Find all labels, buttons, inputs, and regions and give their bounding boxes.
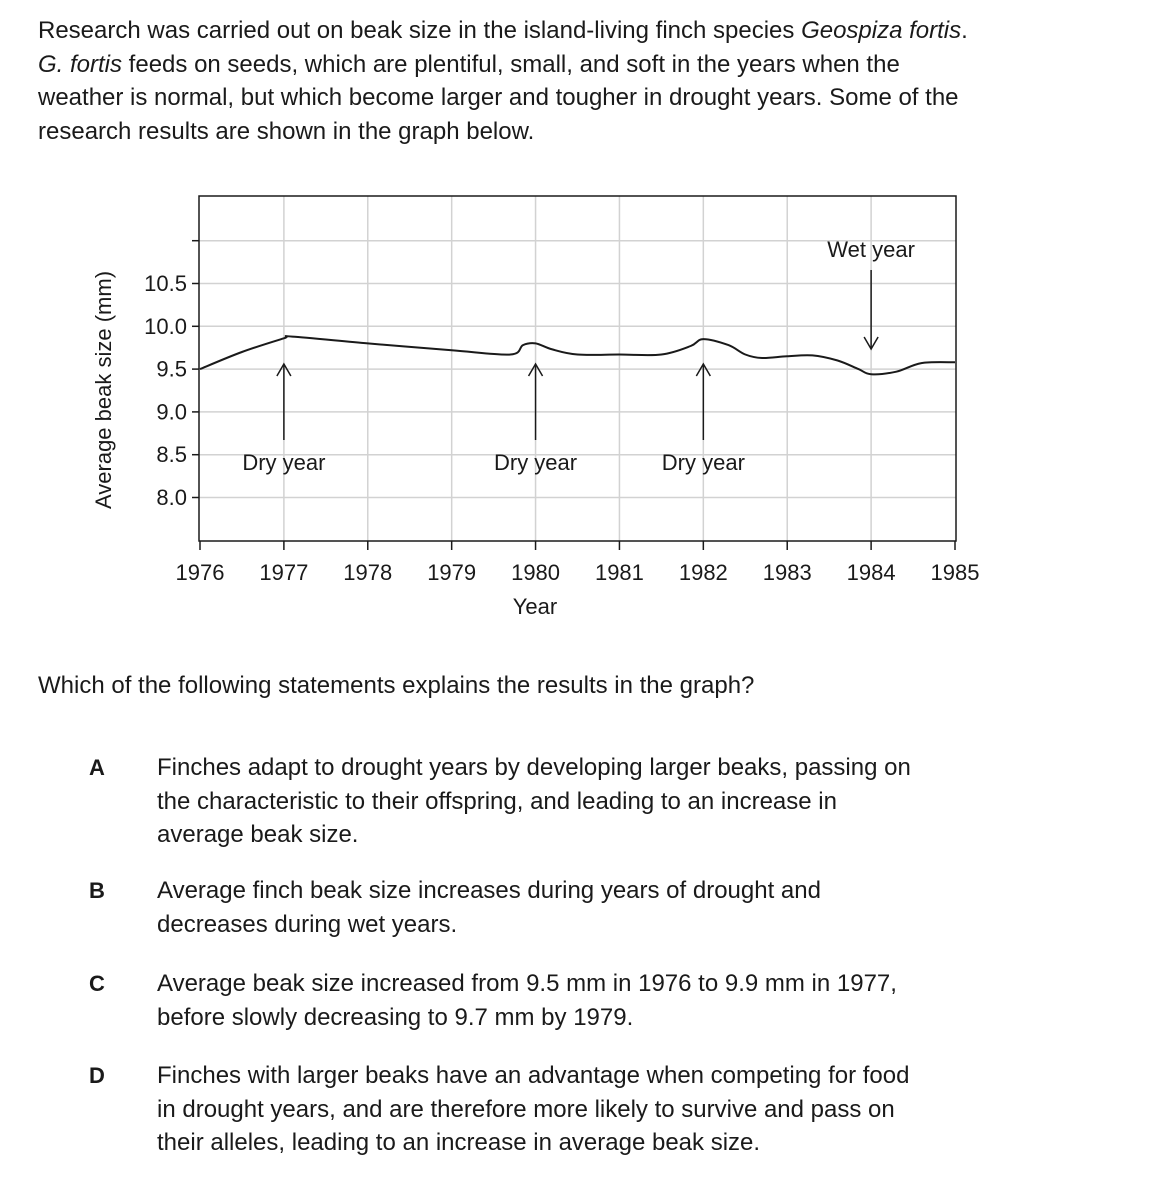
intro-line-3: weather is normal, but which become larger and tougher in drought years. Some of the <box>38 84 959 111</box>
x-tick-label: 1981 <box>594 560 644 585</box>
option-letter: A <box>89 755 105 780</box>
y-tick-label: 10.5 <box>144 271 187 296</box>
x-axis <box>176 541 980 585</box>
option-letter: D <box>89 1063 105 1088</box>
species-abbrev: G. fortis <box>38 50 123 78</box>
option-text <box>157 751 977 852</box>
option-line: Finches adapt to drought years by developing larger beaks, passing on <box>157 754 911 781</box>
option-letter: B <box>89 878 105 903</box>
option-line: their alleles, leading to an increase in average beak size. <box>157 1129 761 1156</box>
y-tick-label: 9.0 <box>156 399 187 425</box>
y-tick-label: 9.5 <box>156 356 187 382</box>
annotation-label: Dry year <box>661 450 745 475</box>
intro-line-2-rest: feeds on seeds, which are plentiful, small, and soft in the years when the <box>122 50 900 78</box>
intro-line-1-prefix: Research was carried out on beak size in the island-living finch species <box>38 17 802 44</box>
x-tick-label: 1982 <box>678 560 728 585</box>
intro-line-4: research results are shown in the graph below. <box>38 117 535 145</box>
x-tick-label: 1977 <box>259 560 309 585</box>
option-line: in drought years, and are therefore more likely to survive and pass on <box>157 1095 895 1123</box>
option-text <box>157 874 977 941</box>
x-tick-label: 1976 <box>175 560 225 585</box>
x-tick-label: 1979 <box>427 560 477 585</box>
y-tick-label: 10.0 <box>144 313 187 339</box>
annotation-label: Dry year <box>242 450 326 475</box>
x-axis-title: Year <box>512 594 558 619</box>
option-text <box>157 1059 977 1160</box>
y-tick-label: 8.5 <box>156 442 187 468</box>
option-line: average beak size. <box>157 821 359 848</box>
option-line: Average beak size increased from 9.5 mm in 1976 to 9.9 mm in 1977, <box>157 970 897 997</box>
x-tick-label: 1984 <box>846 560 896 585</box>
intro-line-1-suffix: . <box>961 17 968 44</box>
option-line: before slowly decreasing to 9.7 mm by 1979. <box>157 1003 634 1031</box>
annotation-label: Wet year <box>827 237 915 262</box>
option-letter: C <box>89 971 105 996</box>
annotation-label: Dry year <box>493 450 578 475</box>
species-name: Geospiza fortis <box>801 17 962 44</box>
option-line: decreases during wet years. <box>157 910 458 938</box>
x-tick-label: 1985 <box>930 560 980 585</box>
x-tick-label: 1980 <box>511 560 561 585</box>
y-axis-title: Average beak size (mm) <box>91 270 116 510</box>
option-line: Finches with larger beaks have an advantage when competing for food <box>157 1062 910 1089</box>
y-axis <box>144 241 199 510</box>
question-text: Which of the following statements explains the results in the graph? <box>38 672 755 699</box>
y-tick-label: 8.0 <box>156 485 187 510</box>
option-line: Average finch beak size increases during years of drought and <box>157 877 821 904</box>
option-line: the characteristic to their offspring, and leading to an increase in <box>157 787 837 815</box>
x-tick-label: 1983 <box>762 560 812 585</box>
x-tick-label: 1978 <box>343 560 393 585</box>
option-text <box>157 967 977 1034</box>
